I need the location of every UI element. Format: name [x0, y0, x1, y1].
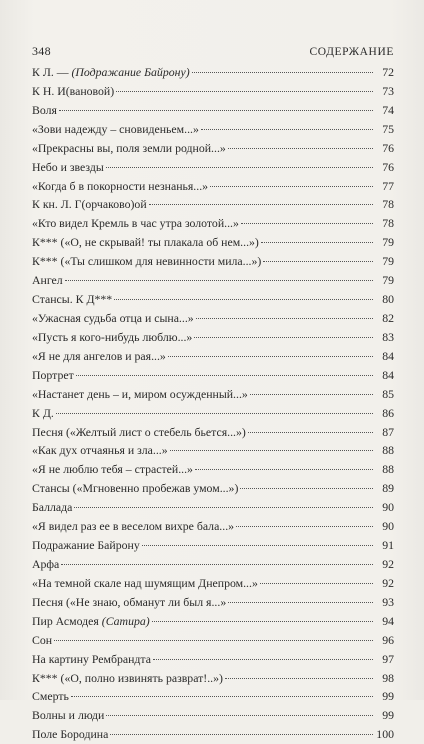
- toc-entry-page: 76: [382, 140, 394, 155]
- toc-entry-page: 78: [382, 216, 394, 231]
- toc-entry: [32, 214, 394, 233]
- toc-entry-title: [32, 158, 104, 177]
- toc-entry: [32, 347, 394, 366]
- toc-entry-page: 84: [382, 348, 394, 363]
- toc-entry: [32, 139, 394, 158]
- toc-entry-title-text: «Ужасная судьба отца и сына...»: [32, 310, 194, 325]
- toc-entry-title: [32, 460, 193, 479]
- toc-entry-title: [32, 404, 54, 423]
- toc-entry-title: [32, 631, 52, 650]
- toc-entry: [32, 631, 394, 650]
- toc-entry-title-text: К кн. Л. Г(орчаково)ой: [32, 197, 147, 212]
- toc-entry-title: [32, 309, 194, 328]
- dot-leader: [106, 715, 373, 716]
- toc-entry-title-text: Смерть: [32, 689, 69, 704]
- table-of-contents: [32, 63, 394, 744]
- toc-entry: [32, 650, 394, 669]
- toc-entry: [32, 669, 394, 688]
- dot-leader: [263, 261, 373, 262]
- dot-leader: [248, 432, 373, 433]
- dot-leader: [236, 526, 373, 527]
- toc-entry-title: [32, 498, 72, 517]
- toc-entry-title: [32, 725, 108, 744]
- toc-entry-title-text: Небо и звезды: [32, 159, 104, 174]
- page-number: 348: [32, 44, 51, 58]
- toc-entry-title-text: К*** («Ты слишком для невинности мила...»): [32, 254, 262, 269]
- toc-entry-page: 86: [382, 405, 394, 420]
- dot-leader: [225, 678, 373, 679]
- toc-entry: [32, 120, 394, 139]
- toc-entry-title: [32, 63, 190, 82]
- toc-entry: [32, 252, 394, 271]
- toc-entry-page: 74: [382, 102, 394, 117]
- toc-entry-title: [32, 120, 199, 139]
- toc-entry: [32, 593, 394, 612]
- toc-entry-title: [32, 669, 223, 688]
- page-header: [32, 44, 394, 59]
- toc-entry: [32, 82, 394, 101]
- dot-leader: [149, 204, 373, 205]
- toc-entry-title-text: Портрет: [32, 367, 74, 382]
- toc-entry: [32, 101, 394, 120]
- dot-leader: [240, 488, 373, 489]
- dot-leader: [114, 299, 373, 300]
- toc-entry-title-text: Подражание Байрону: [32, 538, 140, 553]
- toc-entry: [32, 177, 394, 196]
- toc-entry-title-text: Стансы. К Д***: [32, 292, 113, 307]
- toc-entry-page: 90: [382, 519, 394, 534]
- toc-entry-page: 90: [382, 500, 394, 515]
- dot-leader: [110, 734, 373, 735]
- dot-leader: [210, 186, 373, 187]
- toc-entry: [32, 328, 394, 347]
- toc-entry-page: 99: [382, 689, 394, 704]
- toc-entry-title-text: Песня («Желтый лист о стебель бьется...»): [32, 424, 246, 439]
- toc-entry: [32, 536, 394, 555]
- toc-entry-page: 97: [382, 651, 394, 666]
- toc-entry-subtitle: (Подражание Байрону): [71, 65, 190, 79]
- toc-entry: [32, 574, 394, 593]
- toc-entry: [32, 725, 394, 744]
- dot-leader: [106, 167, 373, 168]
- toc-entry: [32, 517, 394, 536]
- toc-entry-page: 80: [382, 292, 394, 307]
- dot-leader: [168, 356, 373, 357]
- toc-entry-title: [32, 479, 238, 498]
- toc-entry-page: 87: [382, 424, 394, 439]
- toc-entry-subtitle: (Сатира): [101, 613, 150, 628]
- toc-entry-title: [32, 101, 57, 120]
- toc-entry-page: 94: [382, 613, 394, 628]
- toc-entry-title: [32, 687, 69, 706]
- toc-entry-page: 78: [382, 197, 394, 212]
- toc-entry-page: 79: [382, 273, 394, 288]
- dot-leader: [201, 129, 373, 130]
- toc-entry-page: 88: [382, 443, 394, 458]
- dot-leader: [61, 564, 373, 565]
- toc-entry-page: 92: [382, 556, 394, 571]
- toc-entry-page: 98: [382, 670, 394, 685]
- dot-leader: [54, 640, 373, 641]
- toc-entry-title: [32, 706, 104, 725]
- toc-entry: [32, 158, 394, 177]
- toc-entry-title-text: К*** («О, не скрывай! ты плакала об нем...»): [32, 235, 259, 250]
- toc-entry-title: [32, 650, 151, 669]
- toc-entry-title: [32, 536, 140, 555]
- toc-entry-title-text: «Пусть я кого-нибудь люблю...»: [32, 329, 193, 344]
- toc-entry-title: [32, 233, 259, 252]
- toc-entry-title-text: «Кто видел Кремль в час утра золотой...»: [32, 216, 239, 231]
- toc-entry: [32, 423, 394, 442]
- toc-entry-page: 83: [382, 329, 394, 344]
- toc-entry-title: [32, 574, 258, 593]
- toc-entry-title: [32, 271, 63, 290]
- toc-entry-page: 76: [382, 159, 394, 174]
- toc-entry-page: 75: [382, 121, 394, 136]
- toc-entry-page: 91: [382, 538, 394, 553]
- toc-entry-title: [32, 517, 234, 536]
- toc-entry-title-text: Ангел: [32, 273, 63, 288]
- toc-entry-title-text: «Я видел раз ее в веселом вихре бала...»: [32, 519, 235, 534]
- toc-entry-title-text: К Н. И(вановой): [32, 83, 115, 98]
- toc-entry-title: [32, 593, 226, 612]
- toc-entry-page: 96: [382, 632, 394, 647]
- toc-entry-title: [32, 139, 226, 158]
- toc-entry-title-text: «Как дух отчаянья и зла...»: [32, 443, 168, 458]
- toc-entry-page: 92: [382, 575, 394, 590]
- dot-leader: [196, 318, 373, 319]
- toc-entry: [32, 309, 394, 328]
- toc-entry-page: 79: [382, 235, 394, 250]
- toc-entry-title: [32, 441, 168, 460]
- toc-entry-title: [32, 385, 248, 404]
- dot-leader: [56, 413, 373, 414]
- dot-leader: [71, 696, 373, 697]
- toc-entry-title-text: Пир Асмодея: [32, 613, 102, 628]
- dot-leader: [260, 583, 373, 584]
- toc-entry-title-text: Стансы («Мгновенно пробежав умом...»): [32, 481, 239, 496]
- toc-entry-title: [32, 555, 59, 574]
- toc-entry-page: 72: [382, 65, 394, 79]
- toc-entry-page: 99: [382, 708, 394, 723]
- toc-entry: [32, 441, 394, 460]
- toc-entry-title-text: «Зови надежду – сновиденьем...»: [32, 121, 199, 136]
- toc-entry: [32, 706, 394, 725]
- toc-entry-title: [32, 214, 239, 233]
- dot-leader: [195, 469, 373, 470]
- toc-entry-title-text: К Д.: [32, 405, 54, 420]
- toc-entry-title-text: «Когда б в покорности незнанья...»: [32, 178, 209, 193]
- toc-entry: [32, 687, 394, 706]
- toc-entry-title-text: Волны и люди: [32, 708, 105, 723]
- toc-entry-page: 77: [382, 178, 394, 193]
- toc-entry-title-text: На картину Рембрандта: [32, 651, 151, 666]
- dot-leader: [241, 223, 373, 224]
- toc-entry: [32, 290, 394, 309]
- toc-entry-page: 79: [382, 254, 394, 269]
- toc-entry: [32, 385, 394, 404]
- toc-entry-title-text: «Я не для ангелов и рая...»: [32, 348, 166, 363]
- toc-entry-title-text: Сон: [32, 632, 53, 647]
- dot-leader: [116, 91, 373, 92]
- section-title: СОДЕРЖАНИЕ: [309, 46, 394, 58]
- toc-entry-title: [32, 328, 192, 347]
- dot-leader: [228, 148, 373, 149]
- toc-entry: [32, 366, 394, 385]
- toc-entry-title-text: «Настанет день – и, миром осужденный...»: [32, 386, 248, 401]
- toc-entry-page: 85: [382, 386, 394, 401]
- dot-leader: [192, 72, 373, 73]
- toc-entry: [32, 63, 394, 82]
- toc-entry: [32, 195, 394, 214]
- toc-entry-title: [32, 195, 147, 214]
- toc-entry: [32, 404, 394, 423]
- toc-entry-title-text: Песня («Не знаю, обманут ли был я...»: [32, 594, 227, 609]
- toc-entry: [32, 460, 394, 479]
- toc-entry-title: [32, 423, 246, 442]
- dot-leader: [65, 280, 373, 281]
- dot-leader: [74, 507, 373, 508]
- toc-entry-title: [32, 290, 112, 309]
- dot-leader: [152, 621, 373, 622]
- toc-entry-title-text: Арфа: [32, 556, 60, 571]
- dot-leader: [194, 337, 373, 338]
- toc-entry-page: 88: [382, 462, 394, 477]
- toc-entry-page: 82: [382, 310, 394, 325]
- toc-entry: [32, 498, 394, 517]
- dot-leader: [76, 375, 373, 376]
- toc-entry-title-text: Воля: [32, 102, 57, 117]
- dot-leader: [250, 394, 373, 395]
- dot-leader: [153, 659, 373, 660]
- dot-leader: [170, 450, 373, 451]
- dot-leader: [59, 110, 373, 111]
- toc-entry: [32, 233, 394, 252]
- toc-entry-title: [32, 177, 208, 196]
- toc-entry: [32, 612, 394, 631]
- toc-entry-title-text: «Я не люблю тебя – страстей...»: [32, 462, 193, 477]
- toc-entry-title-text: «Прекрасны вы, поля земли родной...»: [32, 140, 226, 155]
- toc-entry-page: 89: [382, 481, 394, 496]
- toc-entry-title: [32, 82, 114, 101]
- toc-entry-title-text: «На темной скале над шумящим Днепром...»: [32, 575, 258, 590]
- dot-leader: [261, 242, 373, 243]
- dot-leader: [142, 545, 373, 546]
- toc-entry-title: [32, 252, 261, 271]
- toc-entry-title: [32, 612, 150, 631]
- toc-entry-title: [32, 366, 74, 385]
- toc-entry: [32, 479, 394, 498]
- toc-entry: [32, 555, 394, 574]
- toc-entry-page: 93: [382, 594, 394, 609]
- toc-entry-page: 84: [382, 367, 394, 382]
- toc-entry-title-text: Поле Бородина: [32, 727, 109, 742]
- toc-entry-title-text: К*** («О, полно извинять разврат!..»): [32, 670, 223, 685]
- toc-entry-title: [32, 347, 166, 366]
- toc-entry: [32, 271, 394, 290]
- toc-entry-title-text: Баллада: [32, 500, 73, 515]
- dot-leader: [228, 602, 373, 603]
- toc-entry-page: 100: [376, 727, 394, 742]
- toc-entry-title-text: К Л. —: [32, 65, 72, 79]
- toc-entry-page: 73: [382, 83, 394, 98]
